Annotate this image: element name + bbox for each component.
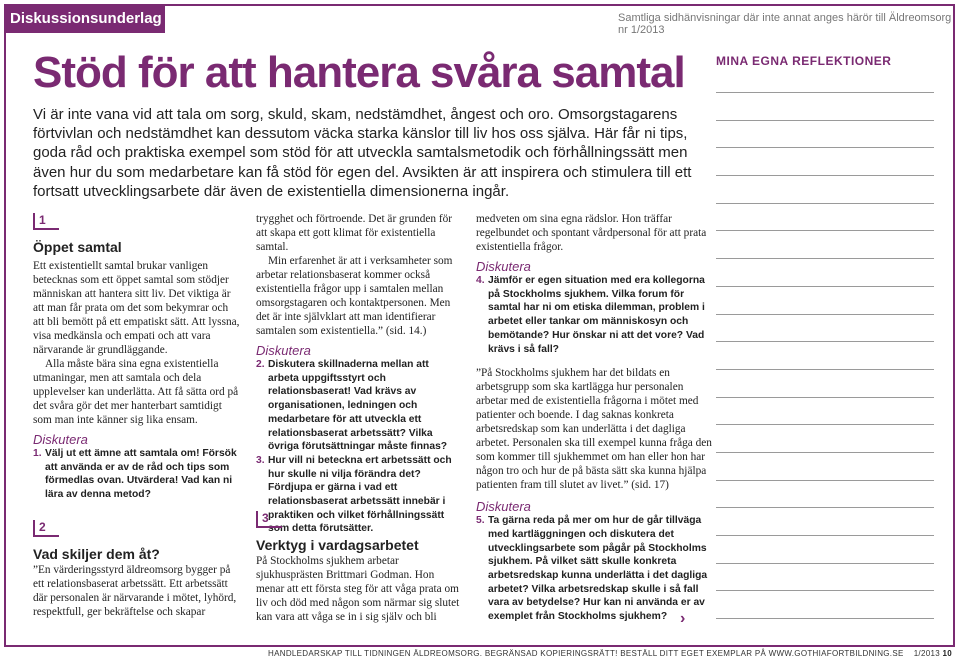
section-number-1: 1 (33, 213, 59, 230)
section-tag: Diskussionsunderlag (4, 4, 165, 33)
writing-line (716, 369, 934, 370)
writing-line (716, 480, 934, 481)
column-2 (256, 212, 462, 623)
section-1-paragraph: Ett existentiellt samtal brukar vanligen betecknas som ett öppet samtal som stödjer människan att hantera sitt liv. Det viktiga är att man får prata om det som bekymrar och att bli bemött på ett empatiskt sätt. Att lyssna, visa medkänsla och empati och att vara närvarande är grundläggande. (33, 260, 240, 356)
discuss-label: Diskutera (256, 343, 311, 358)
next-arrow-icon: › (680, 610, 686, 627)
question-text: Ta gärna reda på mer om hur de går tillväga med kartläggningen och diskutera det utvecklingsarbete som pågår på Stockholms sjukhem. På vilket sätt skulle konkreta arbetsredskap kunna underlätta i det dagliga arbetet? Vilka arbetsredskap skulle i så fall vara av betydelse? Hur kan ni använda er av exemplet från Stockholms sjukhem? (488, 515, 708, 623)
discuss-label: Diskutera (33, 432, 88, 447)
page-title: Stöd för att hantera svåra samtal (33, 48, 685, 97)
writing-line (716, 590, 934, 591)
footer-page-number: 10 (942, 649, 952, 658)
section-3-paragraph: medveten om sina egna rädslor. Hon träffar regelbundet och spontant vårdpersonal för att prata existentiella frågor. (476, 213, 707, 253)
question-text: Välj ut ett ämne att samtala om! Försök att använda er av de råd och tips som förmedlas ovan. Utvärdera! Vad kan ni lära av denna metod? (45, 448, 237, 501)
section-heading-verktyg: Verktyg i vardagsarbetet (256, 537, 419, 553)
writing-line (716, 203, 934, 204)
writing-line (716, 452, 934, 453)
question-5 (476, 514, 712, 624)
section-heading-vad-skiljer: Vad skiljer dem åt? (33, 546, 160, 562)
section-2-paragraph: Min erfarenhet är att i verksamheter som arbetar relationsbaserat kommer också existentiella frågor upp i samtalen mellan omsorgstagaren och kontaktpersonen. Men det är inte självklart att man identifierar samtalen som existentiella.” (sid. 14.) (256, 255, 453, 337)
writing-line (716, 286, 934, 287)
section-1-paragraph: Alla måste bära sina egna existentiella utmaningar, men att samtala och dela upplevelser kan underlätta. Att få sätta ord på det svåra gör det mer hanterbart samtidigt som man inte känner sig lika ensam. (33, 358, 239, 426)
footer (268, 649, 952, 658)
question-number: 2. (256, 359, 265, 370)
writing-line (716, 397, 934, 398)
section-3-quote: ”På Stockholms sjukhem har det bildats en arbetsgrupp som ska kartlägga hur personalen arbetar med de existentiella frågorna i mötet med patienter och boende. I dag saknas konkreta arbetsredskap som kan underlätta i det dagliga arbetet. Personalen ska till exempel kunna fråga den som kommer till sjukhemmet om han eller hon har någon tro och hur de på bästa sätt ska kunna hjälpa patienten fram till slutet av livet.” (sid. 17) (476, 367, 712, 492)
writing-line (716, 535, 934, 536)
question-number: 4. (476, 275, 485, 286)
writing-line (716, 563, 934, 564)
question-number: 5. (476, 515, 485, 527)
writing-line (716, 341, 934, 342)
writing-line (716, 175, 934, 176)
section-2-paragraph: ”En värderingsstyrd äldreomsorg bygger på ett relationsbaserat arbetssätt. Ett arbetssätt där personalen är närvarande i mötet, lyhörd, respektfull, ger bekräftelse och skapar (33, 564, 237, 618)
section-number-3: 3 (256, 511, 282, 528)
footer-issue: 1/2013 (913, 649, 940, 658)
section-2-start (33, 520, 241, 619)
intro-paragraph: Vi är inte vana vid att tala om sorg, skuld, skam, nedstämdhet, ångest och oro. Omsorgstagarens förtvivlan och nedstämdhet kan dessutom väcka starka känslor till liv hos oss själva. Här får ni tips, goda råd och praktiska exempel som stöd för att utveckla samtalsmetodik och förhållningssätt men även hur du som medarbetare kan få stöd för egen del. Avsikten är att inspirera och stimulera till ett fortsatt utvecklingsarbete där även de existentiella dimensionerna ingår. (33, 106, 692, 200)
section-number-2: 2 (33, 520, 59, 537)
writing-line (716, 230, 934, 231)
section-heading-oppet-samtal: Öppet samtal (33, 239, 122, 255)
reflection-lines (716, 92, 934, 646)
page-reference-note: Samtliga sidhänvisningar där inte annat anges härör till Äldreomsorg nr 1/2013 (618, 12, 952, 36)
question-text: Hur vill ni beteckna ert arbetssätt och hur skulle ni vilja förändra det? Fördjupa er gärna i vad ett relationsbaserat arbetssätt innebär i praktiken och vilket förhållningssätt som detta förutsätter. (268, 454, 452, 535)
writing-line (716, 618, 934, 619)
writing-line (716, 424, 934, 425)
writing-line (716, 507, 934, 508)
section-3-paragraph: På Stockholms sjukhem arbetar sjukhusprästen Brittmari Godman. Hon menar att ett första steg för att våga prata om liv och död med någon som närmar sig slutet kan vara att våga se in i sig själv och bli (256, 555, 460, 623)
question-number: 1. (33, 448, 42, 459)
discuss-label: Diskutera (476, 259, 531, 274)
reflections-title: MINA EGNA REFLEKTIONER (716, 54, 892, 68)
section-3-start (256, 511, 462, 624)
writing-line (716, 92, 934, 93)
writing-line (716, 120, 934, 121)
writing-line (716, 314, 934, 315)
discuss-label: Diskutera (476, 499, 531, 515)
question-text: Diskutera skillnaderna mellan att arbeta uppgiftsstyrt och relationsbaserat! Vad krävs av organisationen, ledningen och medarbetare för att utveckla ett relationsbaserat arbetssätt? Vilka övriga förutsättningar måste finnas? (268, 359, 448, 453)
question-1 (33, 447, 241, 502)
writing-line (716, 258, 934, 259)
question-text: Jämför er egen situation med era kollegorna på Stockholms sjukhem. Vilka forum för samtal har ni om etiska dilemman, problem i arbetet eller tankar om människosyn och bemötande? Hur önskar ni att det vore? Vad krävs i så fall? (488, 275, 705, 355)
question-number: 3. (256, 454, 265, 466)
footer-text: HANDLEDARSKAP TILL TIDNINGEN ÄLDREOMSORG. BEGRÄNSAD KOPIERINGSRÄTT! BESTÄLL DITT EGET EXEMPLAR PÅ WWW.GOTHIAFORTBILDNING.SE (268, 649, 904, 658)
column-1 (33, 213, 241, 618)
writing-line (716, 147, 934, 148)
column-3 (476, 212, 712, 624)
question-4 (476, 274, 712, 356)
section-2-paragraph: trygghet och förtroende. Det är grunden för att skapa ett gott klimat för existentiella samtal. (256, 213, 453, 253)
question-2 (256, 358, 462, 454)
